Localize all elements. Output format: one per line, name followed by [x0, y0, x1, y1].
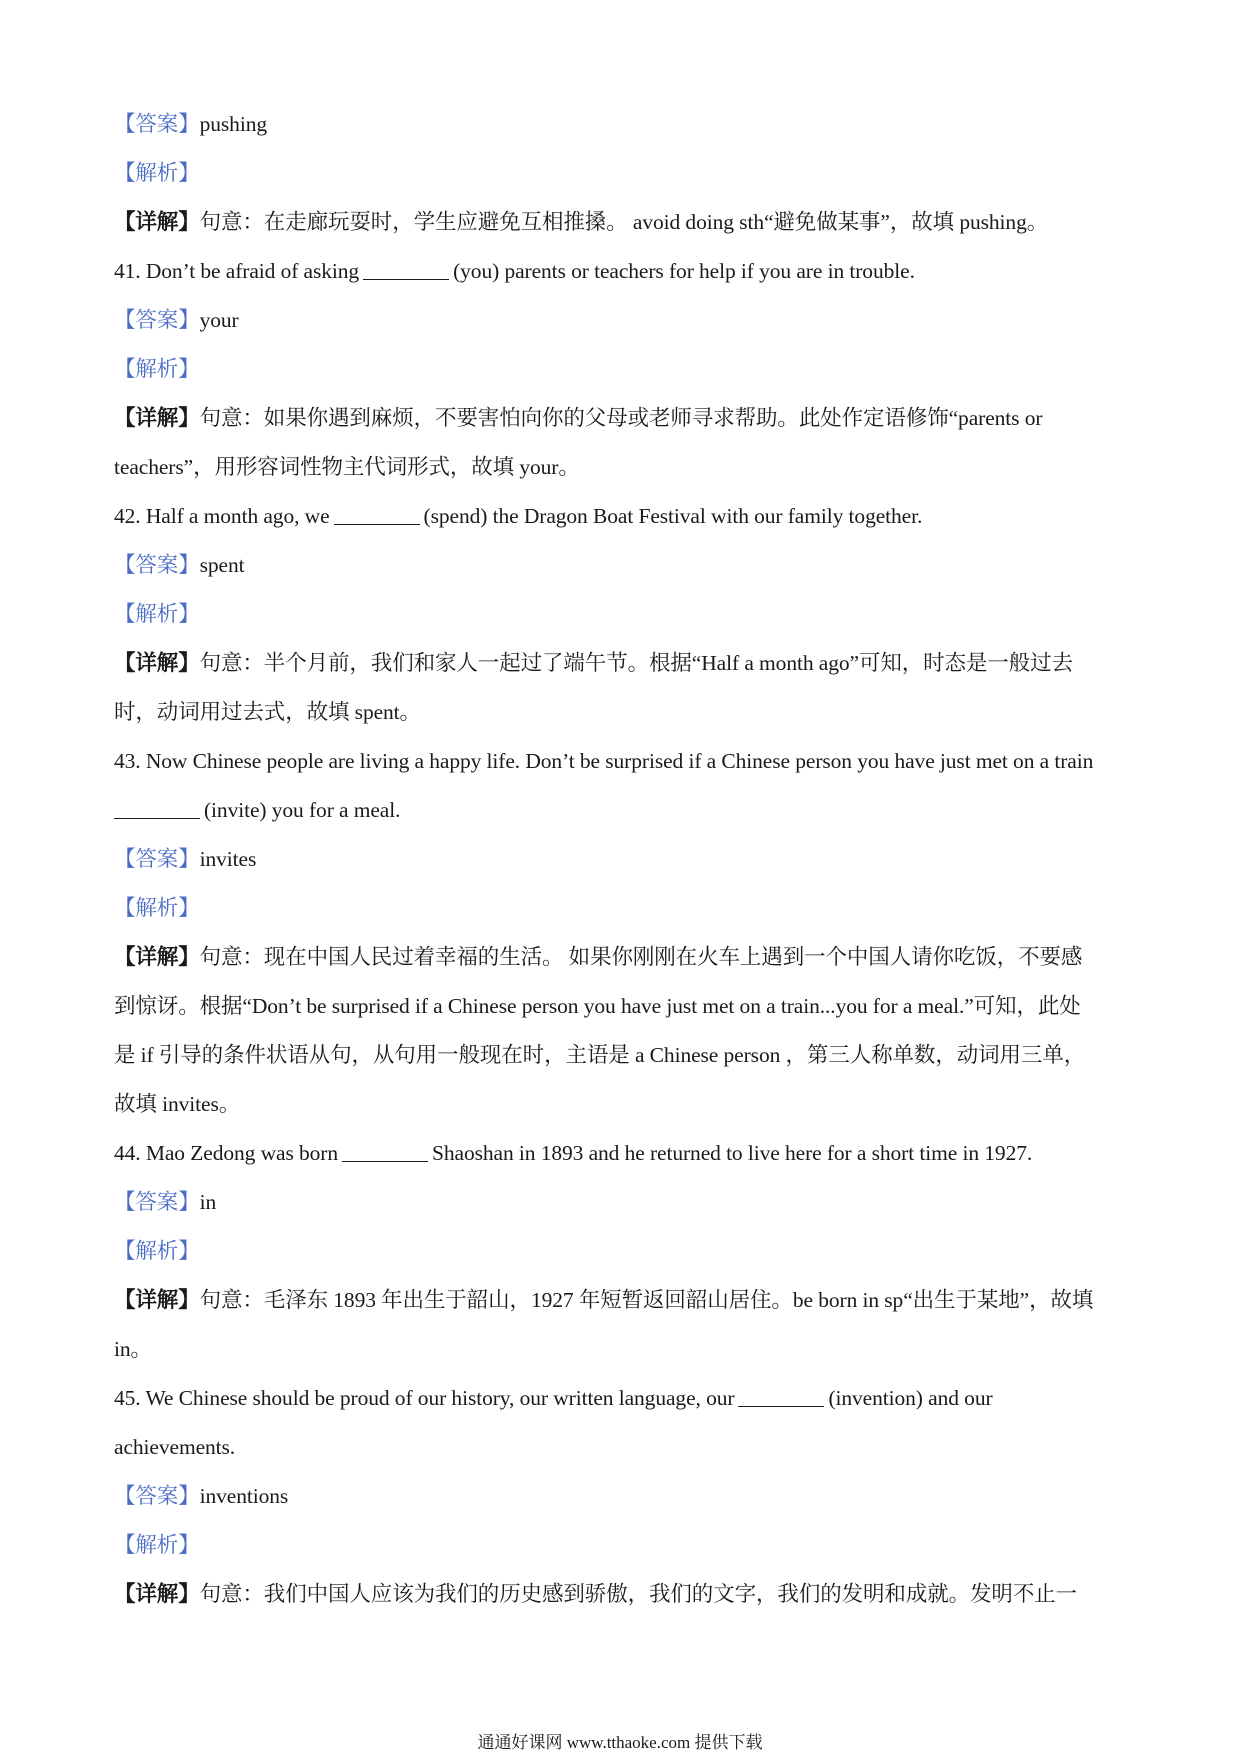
- detail-line: [114, 688, 1134, 737]
- document-page: [114, 100, 1134, 1619]
- answer-blank: [738, 1405, 824, 1407]
- detail-line: [114, 1080, 1134, 1129]
- detail-line: [114, 982, 1134, 1031]
- detail-tag: 【详解】: [114, 406, 200, 430]
- answer-text: your: [199, 308, 239, 332]
- detail-text: 句意：毛泽东 1893 年出生于韶山，1927 年短暂返回韶山居住。be born in sp“出生于某地”，故填: [199, 1288, 1094, 1312]
- question-43-continued: [114, 786, 1134, 835]
- detail-text: 句意：如果你遇到麻烦，不要害怕向你的父母或老师寻求帮助。此处作定语修饰“parents or: [199, 406, 1043, 430]
- analysis-line: [114, 1227, 1134, 1276]
- detail-tag: 【详解】: [114, 1582, 200, 1606]
- detail-text: 句意：我们中国人应该为我们的历史感到骄傲，我们的文字，我们的发明和成就。发明不止一: [199, 1582, 1078, 1606]
- answer-line: [114, 835, 1134, 884]
- detail-text: 句意：半个月前，我们和家人一起过了端午节。根据“Half a month ago”可知，时态是一般过去: [199, 651, 1073, 675]
- analysis-tag: 【解析】: [114, 1239, 200, 1263]
- analysis-tag: 【解析】: [114, 896, 200, 920]
- analysis-line: [114, 1521, 1134, 1570]
- question-text: (spend) the Dragon Boat Festival with our family together.: [423, 504, 923, 528]
- detail-line: [114, 198, 1134, 247]
- question-text: achievements.: [114, 1435, 236, 1459]
- detail-line: [114, 443, 1134, 492]
- answer-text: spent: [199, 553, 245, 577]
- answer-tag: 【答案】: [114, 112, 200, 136]
- answer-line: [114, 296, 1134, 345]
- answer-tag: 【答案】: [114, 847, 200, 871]
- page-footer: 通通好课网 www.tthaoke.com 提供下载: [477, 1733, 763, 1752]
- answer-blank: [363, 278, 449, 280]
- question-45-continued: [114, 1423, 1134, 1472]
- answer-line: [114, 541, 1134, 590]
- analysis-line: [114, 345, 1134, 394]
- question-text: (you) parents or teachers for help if you are in trouble.: [453, 259, 915, 283]
- answer-line: [114, 1472, 1134, 1521]
- answer-line: [114, 1178, 1134, 1227]
- answer-text: inventions: [199, 1484, 289, 1508]
- detail-text: 句意：在走廊玩耍时，学生应避免互相推搡。 avoid doing sth“避免做某事”，故填 pushing。: [199, 210, 1049, 234]
- detail-line: [114, 1570, 1134, 1619]
- answer-blank: [334, 523, 420, 525]
- detail-line: [114, 639, 1134, 688]
- answer-blank: [114, 817, 200, 819]
- detail-line: [114, 394, 1134, 443]
- analysis-line: [114, 590, 1134, 639]
- answer-tag: 【答案】: [114, 308, 200, 332]
- detail-tag: 【详解】: [114, 945, 200, 969]
- answer-text: in: [199, 1190, 217, 1214]
- detail-text: teachers”，用形容词性物主代词形式，故填 your。: [114, 455, 580, 479]
- question-text: 41. Don’t be afraid of asking: [114, 259, 360, 283]
- analysis-tag: 【解析】: [114, 602, 200, 626]
- detail-text: 故填 invites。: [114, 1092, 241, 1116]
- answer-blank: [342, 1160, 428, 1162]
- question-41: [114, 247, 1134, 296]
- question-text: 44. Mao Zedong was born: [114, 1141, 339, 1165]
- question-45: [114, 1374, 1134, 1423]
- detail-text: in。: [114, 1337, 152, 1361]
- detail-text: 到惊讶。根据“Don’t be surprised if a Chinese person you have just met on a train...you for a meal.”可知，此处: [114, 994, 1081, 1018]
- question-42: [114, 492, 1134, 541]
- detail-line: [114, 1031, 1134, 1080]
- detail-line: [114, 1276, 1134, 1325]
- detail-tag: 【详解】: [114, 210, 200, 234]
- answer-text: pushing: [199, 112, 267, 136]
- answer-tag: 【答案】: [114, 553, 200, 577]
- detail-text: 时，动词用过去式，故填 spent。: [114, 700, 421, 724]
- analysis-tag: 【解析】: [114, 357, 200, 381]
- question-text: (invention) and our: [828, 1386, 993, 1410]
- detail-line: [114, 933, 1134, 982]
- question-text: 45. We Chinese should be proud of our history, our written language, our: [114, 1386, 735, 1410]
- question-text: 42. Half a month ago, we: [114, 504, 330, 528]
- detail-tag: 【详解】: [114, 1288, 200, 1312]
- analysis-line: [114, 884, 1134, 933]
- question-text: Shaoshan in 1893 and he returned to live here for a short time in 1927.: [432, 1141, 1033, 1165]
- question-44: [114, 1129, 1134, 1178]
- question-text: 43. Now Chinese people are living a happy life. Don’t be surprised if a Chinese person you have just met on a train: [114, 749, 1094, 773]
- answer-line: [114, 100, 1134, 149]
- answer-tag: 【答案】: [114, 1190, 200, 1214]
- answer-tag: 【答案】: [114, 1484, 200, 1508]
- analysis-tag: 【解析】: [114, 1533, 200, 1557]
- question-43: [114, 737, 1134, 786]
- detail-line: [114, 1325, 1134, 1374]
- detail-text: 是 if 引导的条件状语从句，从句用一般现在时，主语是 a Chinese person ，第三人称单数，动词用三单，: [114, 1043, 1086, 1067]
- answer-text: invites: [199, 847, 257, 871]
- analysis-line: [114, 149, 1134, 198]
- detail-tag: 【详解】: [114, 651, 200, 675]
- question-text: (invite) you for a meal.: [204, 798, 401, 822]
- detail-text: 句意：现在中国人民过着幸福的生活。 如果你刚刚在火车上遇到一个中国人请你吃饭，不要感: [199, 945, 1083, 969]
- analysis-tag: 【解析】: [114, 161, 200, 185]
